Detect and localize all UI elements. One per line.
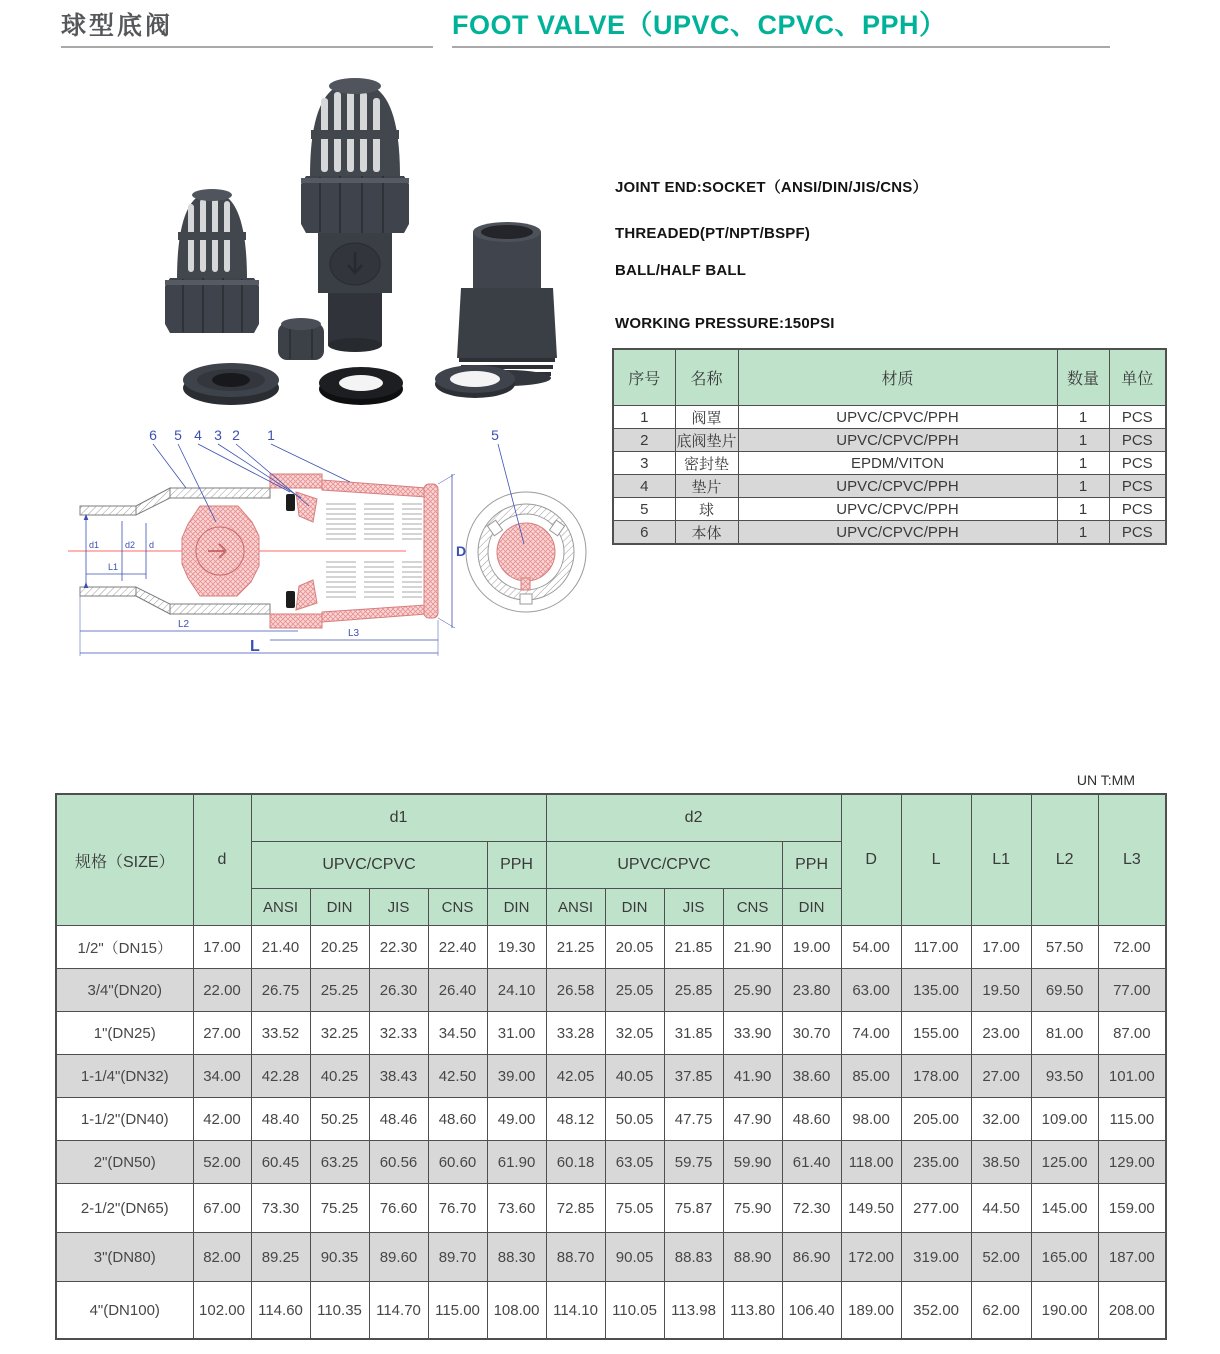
dims-cell: 63.05: [605, 1141, 664, 1184]
parts-cell: PCS: [1109, 475, 1166, 498]
parts-cell: UPVC/CPVC/PPH: [738, 521, 1057, 545]
col-L3: L3: [1098, 794, 1166, 926]
dims-cell: 20.25: [310, 926, 369, 969]
dims-cell: 17.00: [971, 926, 1031, 969]
col-d2-cns: CNS: [723, 889, 782, 926]
dims-cell: 93.50: [1031, 1055, 1098, 1098]
dims-cell: 101.00: [1098, 1055, 1166, 1098]
dims-cell: 26.75: [251, 969, 310, 1012]
dims-cell: 77.00: [1098, 969, 1166, 1012]
dims-cell: 63.25: [310, 1141, 369, 1184]
parts-cell: 3: [613, 452, 675, 475]
dims-cell: 31.00: [487, 1012, 546, 1055]
dims-cell: 59.75: [664, 1141, 723, 1184]
parts-cell: PCS: [1109, 429, 1166, 452]
dims-cell: 352.00: [901, 1282, 971, 1340]
parts-cell: 本体: [675, 521, 738, 545]
dims-cell: 205.00: [901, 1098, 971, 1141]
parts-row: [613, 429, 1166, 452]
dims-cell: 37.85: [664, 1055, 723, 1098]
dims-cell: 48.60: [782, 1098, 841, 1141]
dims-cell: 62.00: [971, 1282, 1031, 1340]
dims-cell: 3/4"(DN20): [56, 969, 193, 1012]
strainer-cage: [165, 189, 259, 333]
parts-cell: UPVC/CPVC/PPH: [738, 429, 1057, 452]
dims-cell: 22.30: [369, 926, 428, 969]
parts-col-material: 材质: [738, 349, 1057, 406]
parts-col-no: 序号: [613, 349, 675, 406]
dims-row: [56, 969, 1166, 1012]
dims-cell: 57.50: [1031, 926, 1098, 969]
dims-cell: 54.00: [841, 926, 901, 969]
dims-cell: 38.43: [369, 1055, 428, 1098]
dims-cell: 38.60: [782, 1055, 841, 1098]
dims-cell: 1-1/4"(DN32): [56, 1055, 193, 1098]
dims-cell: 155.00: [901, 1012, 971, 1055]
dims-cell: 47.75: [664, 1098, 723, 1141]
group-d2-upvc-cpvc: UPVC/CPVC: [546, 842, 782, 889]
callout-3: 3: [214, 427, 222, 443]
section-callout-5: 5: [491, 427, 499, 443]
parts-cell: 2: [613, 429, 675, 452]
dims-cell: 88.90: [723, 1233, 782, 1282]
callout-4: 4: [194, 427, 202, 443]
col-size: 规格（SIZE）: [56, 794, 193, 926]
spec-line: THREADED(PT/NPT/BSPF): [615, 225, 811, 242]
group-d1: d1: [251, 794, 546, 842]
spec-line: JOINT END:SOCKET（ANSI/DIN/JIS/CNS）: [615, 179, 928, 196]
dims-cell: 129.00: [1098, 1141, 1166, 1184]
dims-cell: 89.70: [428, 1233, 487, 1282]
dims-row: [56, 1141, 1166, 1184]
parts-col-unit: 单位: [1109, 349, 1166, 406]
page-title-en: FOOT VALVE（UPVC、CPVC、PPH）: [452, 10, 947, 40]
dims-cell: 1-1/2"(DN40): [56, 1098, 193, 1141]
col-d1-jis: JIS: [369, 889, 428, 926]
dims-row: [56, 926, 1166, 969]
dims-cell: 74.00: [841, 1012, 901, 1055]
dims-cell: 19.50: [971, 969, 1031, 1012]
parts-cell: 1: [1057, 475, 1109, 498]
dims-cell: 61.90: [487, 1141, 546, 1184]
dims-cell: 33.28: [546, 1012, 605, 1055]
dimension-table: [55, 793, 1167, 1340]
dims-cell: 149.50: [841, 1184, 901, 1233]
callout-1: 1: [267, 427, 275, 443]
callout-6: 6: [149, 427, 157, 443]
dims-cell: 106.40: [782, 1282, 841, 1340]
dims-cell: 125.00: [1031, 1141, 1098, 1184]
parts-row: [613, 406, 1166, 429]
dims-cell: 33.90: [723, 1012, 782, 1055]
dims-cell: 24.10: [487, 969, 546, 1012]
parts-cell: PCS: [1109, 452, 1166, 475]
dims-cell: 159.00: [1098, 1184, 1166, 1233]
dims-cell: 3"(DN80): [56, 1233, 193, 1282]
dims-cell: 117.00: [901, 926, 971, 969]
dims-cell: 108.00: [487, 1282, 546, 1340]
dims-cell: 85.00: [841, 1055, 901, 1098]
col-L1: L1: [971, 794, 1031, 926]
parts-header-row: [613, 349, 1166, 406]
dims-cell: 1"(DN25): [56, 1012, 193, 1055]
dims-cell: 25.90: [723, 969, 782, 1012]
dims-row: [56, 1055, 1166, 1098]
col-L2: L2: [1031, 794, 1098, 926]
dims-cell: 39.00: [487, 1055, 546, 1098]
callout-2: 2: [232, 427, 240, 443]
spec-line: WORKING PRESSURE:150PSI: [615, 315, 835, 332]
dims-cell: 73.30: [251, 1184, 310, 1233]
dim-L3: L3: [348, 628, 360, 639]
col-d1-pph-din: DIN: [487, 889, 546, 926]
dim-L2: L2: [178, 619, 190, 630]
dims-cell: 59.90: [723, 1141, 782, 1184]
col-d2-jis: JIS: [664, 889, 723, 926]
col-d1-cns: CNS: [428, 889, 487, 926]
dims-cell: 82.00: [193, 1233, 251, 1282]
dims-cell: 41.90: [723, 1055, 782, 1098]
dims-cell: 26.40: [428, 969, 487, 1012]
parts-cell: 阀罩: [675, 406, 738, 429]
dim-d2: d2: [125, 540, 136, 550]
dims-cell: 69.50: [1031, 969, 1098, 1012]
dims-cell: 25.05: [605, 969, 664, 1012]
dims-cell: 86.90: [782, 1233, 841, 1282]
group-d2: d2: [546, 794, 841, 842]
dims-cell: 23.80: [782, 969, 841, 1012]
dims-cell: 19.30: [487, 926, 546, 969]
parts-cell: PCS: [1109, 498, 1166, 521]
group-d1-upvc-cpvc: UPVC/CPVC: [251, 842, 487, 889]
technical-drawing: [58, 424, 603, 659]
dims-cell: 26.58: [546, 969, 605, 1012]
spec-line: BALL/HALF BALL: [615, 262, 747, 279]
dims-cell: 235.00: [901, 1141, 971, 1184]
dims-cell: 60.60: [428, 1141, 487, 1184]
dims-cell: 98.00: [841, 1098, 901, 1141]
dim-L: L: [250, 638, 260, 655]
dim-D: D: [456, 543, 467, 559]
col-d2-din: DIN: [605, 889, 664, 926]
col-d1-din: DIN: [310, 889, 369, 926]
dims-cell: 44.50: [971, 1184, 1031, 1233]
valve-assembled: [301, 78, 409, 352]
dims-cell: 145.00: [1031, 1184, 1098, 1233]
dims-cell: 114.10: [546, 1282, 605, 1340]
dims-cell: 34.00: [193, 1055, 251, 1098]
dims-cell: 32.25: [310, 1012, 369, 1055]
dims-cell: 27.00: [193, 1012, 251, 1055]
header-divider-left: [61, 46, 433, 48]
parts-cell: 6: [613, 521, 675, 545]
parts-cell: EPDM/VITON: [738, 452, 1057, 475]
parts-row: [613, 475, 1166, 498]
dims-cell: 109.00: [1031, 1098, 1098, 1141]
col-L: L: [901, 794, 971, 926]
parts-cell: 密封垫: [675, 452, 738, 475]
parts-col-name: 名称: [675, 349, 738, 406]
dims-cell: 21.25: [546, 926, 605, 969]
col-d1-ansi: ANSI: [251, 889, 310, 926]
dims-cell: 114.60: [251, 1282, 310, 1340]
dims-cell: 60.56: [369, 1141, 428, 1184]
dims-cell: 135.00: [901, 969, 971, 1012]
col-d2-ansi: ANSI: [546, 889, 605, 926]
dim-d1: d1: [89, 540, 100, 550]
dims-cell: 50.05: [605, 1098, 664, 1141]
dims-cell: 17.00: [193, 926, 251, 969]
gasket-disc: [183, 363, 279, 405]
dims-cell: 88.83: [664, 1233, 723, 1282]
dims-cell: 113.98: [664, 1282, 723, 1340]
dims-cell: 110.05: [605, 1282, 664, 1340]
dims-cell: 88.30: [487, 1233, 546, 1282]
dims-row: [56, 1098, 1166, 1141]
dims-cell: 23.00: [971, 1012, 1031, 1055]
dims-row: [56, 1184, 1166, 1233]
dims-cell: 21.85: [664, 926, 723, 969]
parts-cell: 1: [1057, 406, 1109, 429]
dim-d: d: [149, 540, 155, 550]
dims-cell: 60.45: [251, 1141, 310, 1184]
dims-cell: 277.00: [901, 1184, 971, 1233]
dims-cell: 22.40: [428, 926, 487, 969]
dims-cell: 30.70: [782, 1012, 841, 1055]
dims-cell: 26.30: [369, 969, 428, 1012]
valve-cap: [278, 318, 324, 360]
dims-cell: 2"(DN50): [56, 1141, 193, 1184]
dims-cell: 72.00: [1098, 926, 1166, 969]
dims-header-row-1: [56, 794, 1166, 842]
dims-cell: 76.60: [369, 1184, 428, 1233]
dims-cell: 47.90: [723, 1098, 782, 1141]
dims-cell: 75.87: [664, 1184, 723, 1233]
dims-cell: 52.00: [193, 1141, 251, 1184]
dims-cell: 42.05: [546, 1055, 605, 1098]
dims-cell: 89.25: [251, 1233, 310, 1282]
dims-cell: 113.80: [723, 1282, 782, 1340]
dims-cell: 48.46: [369, 1098, 428, 1141]
dims-cell: 115.00: [428, 1282, 487, 1340]
dim-L1: L1: [108, 562, 119, 572]
dims-cell: 34.50: [428, 1012, 487, 1055]
dims-cell: 1/2"（DN15）: [56, 926, 193, 969]
dims-row: [56, 1012, 1166, 1055]
spec-list: [615, 176, 928, 332]
unit-note: UN T:MM: [1076, 772, 1135, 788]
group-d2-pph: PPH: [782, 842, 841, 889]
dims-cell: 20.05: [605, 926, 664, 969]
dims-cell: 49.00: [487, 1098, 546, 1141]
dims-cell: 189.00: [841, 1282, 901, 1340]
dims-cell: 89.60: [369, 1233, 428, 1282]
dims-row: [56, 1233, 1166, 1282]
dims-cell: 87.00: [1098, 1012, 1166, 1055]
col-d: d: [193, 794, 251, 926]
parts-cell: 1: [1057, 498, 1109, 521]
dims-cell: 72.30: [782, 1184, 841, 1233]
callout-5: 5: [174, 427, 182, 443]
dims-cell: 52.00: [971, 1233, 1031, 1282]
dims-cell: 32.33: [369, 1012, 428, 1055]
dims-cell: 75.90: [723, 1184, 782, 1233]
header-divider-right: [452, 46, 1110, 48]
col-D: D: [841, 794, 901, 926]
dims-cell: 27.00: [971, 1055, 1031, 1098]
dimension-lines: [80, 474, 455, 656]
dims-cell: 75.25: [310, 1184, 369, 1233]
parts-cell: 1: [613, 406, 675, 429]
parts-cell: 垫片: [675, 475, 738, 498]
parts-cell: UPVC/CPVC/PPH: [738, 498, 1057, 521]
dims-cell: 102.00: [193, 1282, 251, 1340]
group-d1-pph: PPH: [487, 842, 546, 889]
dims-cell: 72.85: [546, 1184, 605, 1233]
dims-cell: 73.60: [487, 1184, 546, 1233]
parts-table: [612, 348, 1167, 545]
dims-cell: 118.00: [841, 1141, 901, 1184]
dims-cell: 187.00: [1098, 1233, 1166, 1282]
parts-cell: UPVC/CPVC/PPH: [738, 406, 1057, 429]
dims-cell: 4"(DN100): [56, 1282, 193, 1340]
dims-cell: 90.05: [605, 1233, 664, 1282]
dims-cell: 50.25: [310, 1098, 369, 1141]
dims-cell: 22.00: [193, 969, 251, 1012]
dims-cell: 38.50: [971, 1141, 1031, 1184]
dims-cell: 31.85: [664, 1012, 723, 1055]
dims-cell: 178.00: [901, 1055, 971, 1098]
dims-cell: 75.05: [605, 1184, 664, 1233]
dims-cell: 67.00: [193, 1184, 251, 1233]
gasket-ring-black: [319, 367, 403, 405]
dims-cell: 32.05: [605, 1012, 664, 1055]
parts-cell: 5: [613, 498, 675, 521]
dims-cell: 42.50: [428, 1055, 487, 1098]
dims-cell: 48.60: [428, 1098, 487, 1141]
dims-cell: 25.25: [310, 969, 369, 1012]
parts-cell: 4: [613, 475, 675, 498]
dims-cell: 190.00: [1031, 1282, 1098, 1340]
dims-cell: 21.90: [723, 926, 782, 969]
dims-cell: 32.00: [971, 1098, 1031, 1141]
parts-row: [613, 498, 1166, 521]
part-callouts: [149, 427, 275, 443]
parts-cell: UPVC/CPVC/PPH: [738, 475, 1057, 498]
dims-cell: 110.35: [310, 1282, 369, 1340]
dims-cell: 114.70: [369, 1282, 428, 1340]
parts-cell: PCS: [1109, 406, 1166, 429]
dims-cell: 88.70: [546, 1233, 605, 1282]
dims-cell: 33.52: [251, 1012, 310, 1055]
dims-cell: 61.40: [782, 1141, 841, 1184]
gasket-ring-gray: [435, 365, 515, 398]
parts-cell: 1: [1057, 521, 1109, 545]
col-d2-pph-din: DIN: [782, 889, 841, 926]
dims-cell: 90.35: [310, 1233, 369, 1282]
dims-cell: 40.25: [310, 1055, 369, 1098]
product-photo-illustration: [115, 72, 605, 422]
dims-cell: 319.00: [901, 1233, 971, 1282]
dims-cell: 172.00: [841, 1233, 901, 1282]
dims-cell: 19.00: [782, 926, 841, 969]
parts-cell: PCS: [1109, 521, 1166, 545]
dims-cell: 48.12: [546, 1098, 605, 1141]
ball-section: [182, 506, 259, 596]
dims-cell: 21.40: [251, 926, 310, 969]
dims-row: [56, 1282, 1166, 1340]
dims-cell: 60.18: [546, 1141, 605, 1184]
page-title-cn: 球型底阀: [61, 12, 174, 40]
dims-cell: 25.85: [664, 969, 723, 1012]
section-view: [466, 427, 586, 612]
dims-cell: 42.28: [251, 1055, 310, 1098]
dims-cell: 63.00: [841, 969, 901, 1012]
dims-cell: 40.05: [605, 1055, 664, 1098]
dims-cell: 81.00: [1031, 1012, 1098, 1055]
parts-cell: 球: [675, 498, 738, 521]
dims-cell: 48.40: [251, 1098, 310, 1141]
dims-cell: 42.00: [193, 1098, 251, 1141]
dims-cell: 165.00: [1031, 1233, 1098, 1282]
dims-cell: 76.70: [428, 1184, 487, 1233]
parts-col-qty: 数量: [1057, 349, 1109, 406]
parts-cell: 1: [1057, 429, 1109, 452]
parts-cell: 底阀垫片: [675, 429, 738, 452]
socket-adapter: [457, 222, 557, 386]
dims-cell: 208.00: [1098, 1282, 1166, 1340]
parts-cell: 1: [1057, 452, 1109, 475]
parts-row: [613, 521, 1166, 545]
dims-cell: 115.00: [1098, 1098, 1166, 1141]
dims-cell: 2-1/2"(DN65): [56, 1184, 193, 1233]
parts-row: [613, 452, 1166, 475]
